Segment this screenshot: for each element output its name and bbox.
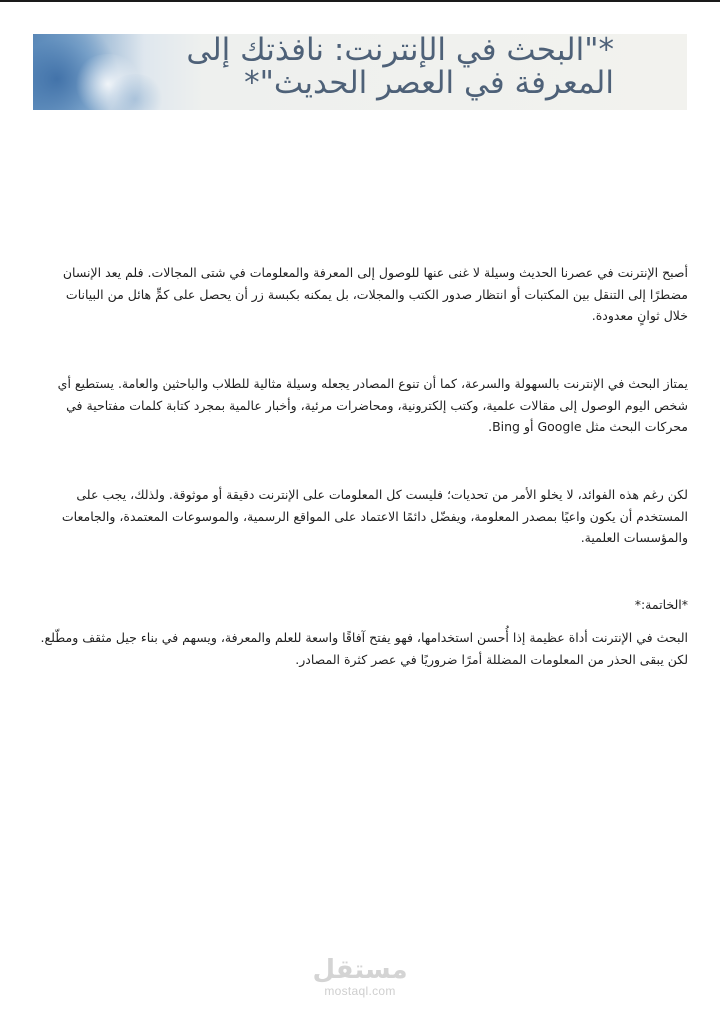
paragraph-conclusion: البحث في الإنترنت أداة عظيمة إذا أُحسن استخدامها، فهو يفتح آفاقًا واسعة للعلم والمعرفة، ويسهم في بناء جيل مثقف ومطّلع. لكن يبقى الحذر من المعلومات المضللة أمرًا ضروريًا في عصر كثرة المصادر. bbox=[40, 630, 688, 667]
conclusion-heading: *الخاتمة:* bbox=[634, 597, 688, 612]
watermark-logo: مستقل bbox=[312, 955, 408, 985]
paragraph-advantages: يمتاز البحث في الإنترنت بالسهولة والسرعة، كما أن تنوع المصادر يجعله وسيلة مثالية للطلاب والباحثين والعامة. يستطيع أي شخص اليوم الوصول إلى مقالات علمية، وكتب إلكترونية، ومحاضرات مرئية، وأخبار عالمية بمجرد كتابة كلمات مفتاحية في محركات البحث مثل Google أو Bing. bbox=[57, 376, 688, 434]
paragraph-introduction: أصبح الإنترنت في عصرنا الحديث وسيلة لا غنى عنها للوصول إلى المعرفة والمعلومات في شتى المجالات. فلم يعد الإنسان مضطرًا إلى التنقل بين المكتبات أو انتظار صدور الكتب والمجلات، بل يمكنه بكبسة زر أن يحصل على كمٍّ هائل من البيانات خلال ثوانٍ معدودة. bbox=[62, 265, 688, 323]
mostaql-watermark bbox=[300, 955, 420, 997]
paragraph-challenges: لكن رغم هذه الفوائد، لا يخلو الأمر من تحديات؛ فليست كل المعلومات على الإنترنت دقيقة أو موثوقة. ولذلك، يجب على المستخدم أن يكون واعيًا بمصدر المعلومة، ويفضّل دائمًا الاعتماد على المواقع الرسمية، والموسوعات المعتمدة، والجامعات والمؤسسات العلمية. bbox=[61, 487, 688, 545]
top-border-line bbox=[0, 0, 720, 2]
document-title: *"البحث في الإنترنت: نافذتك إلى المعرفة في العصر الحديث"* bbox=[186, 32, 614, 101]
watermark-url: mostaql.com bbox=[324, 984, 396, 998]
